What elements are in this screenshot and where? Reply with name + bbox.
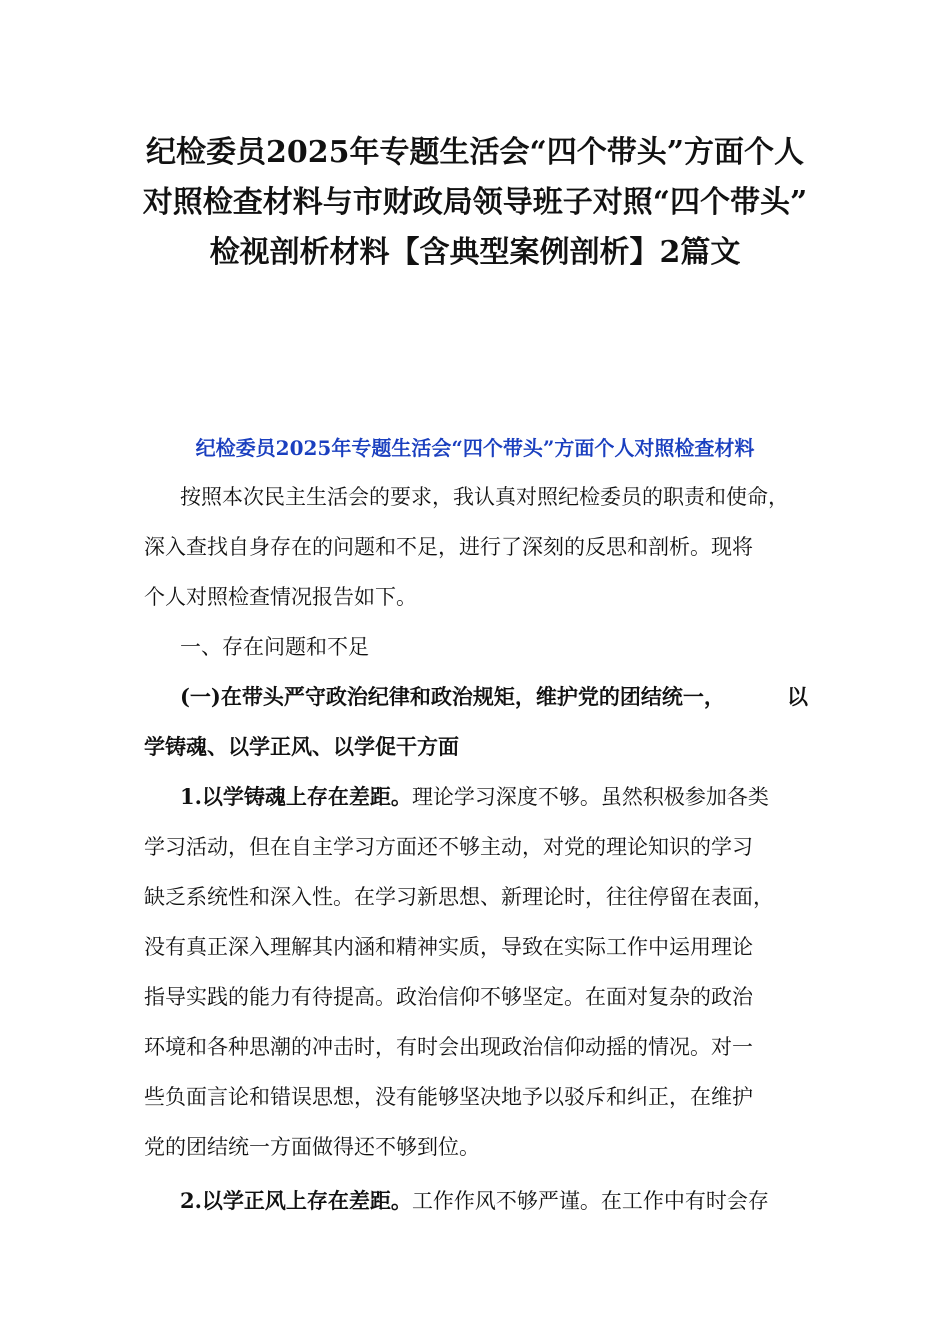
intro-line: 按照本次民主生活会的要求，我认真对照纪检委员的职责和使命，	[180, 485, 789, 509]
subheading-tail: 以	[787, 684, 808, 709]
subheading-line: 学铸魂、以学正风、以学促干方面	[144, 734, 459, 759]
subheading-line	[144, 672, 834, 722]
item-2-lead: 2.以学正风上存在差距。	[180, 1188, 412, 1213]
document-title	[120, 128, 830, 278]
subheading-text: (一)在带头严守政治纪律和政治规矩，维护党的团结统一，	[180, 684, 725, 709]
item-1-line: 没有真正深入理解其内涵和精神实质，导致在实际工作中运用理论	[144, 935, 753, 959]
item-1-line: 党的团结统一方面做得还不够到位。	[144, 1135, 480, 1159]
item-1-line: 指导实践的能力有待提高。政治信仰不够坚定。在面对复杂的政治	[144, 985, 753, 1009]
item-1-line: 环境和各种思潮的冲击时，有时会出现政治信仰动摇的情况。对一	[144, 1035, 753, 1059]
item-2-first-line	[144, 1176, 834, 1226]
document-body	[144, 472, 834, 1226]
title-line: 纪检委员2025年专题生活会“四个带头”方面个人	[145, 135, 804, 170]
section-title: 纪检委员2025年专题生活会“四个带头”方面个人对照检查材料	[195, 436, 755, 460]
item-1-line: 学习活动，但在自主学习方面还不够主动，对党的理论知识的学习	[144, 835, 753, 859]
item-1-line: 些负面言论和错误思想，没有能够坚决地予以驳斥和纠正，在维护	[144, 1085, 753, 1109]
intro-line: 个人对照检查情况报告如下。	[144, 585, 417, 609]
title-line: 检视剖析材料【含典型案例剖析】2篇文	[209, 235, 741, 270]
item-1-rest: 理论学习深度不够。虽然积极参加各类	[411, 785, 769, 809]
intro-line: 深入查找自身存在的问题和不足，进行了深刻的反思和剖析。现将	[144, 535, 753, 559]
item-1-line: 缺乏系统性和深入性。在学习新思想、新理论时，往往停留在表面，	[144, 885, 774, 909]
item-1-first-line	[144, 772, 834, 822]
title-line: 对照检查材料与市财政局领导班子对照“四个带头”	[142, 185, 808, 220]
item-2-rest: 工作作风不够严谨。在工作中有时会存	[411, 1189, 769, 1213]
heading-problems: 一、存在问题和不足	[180, 635, 369, 659]
item-1-lead: 1.以学铸魂上存在差距。	[180, 784, 412, 809]
